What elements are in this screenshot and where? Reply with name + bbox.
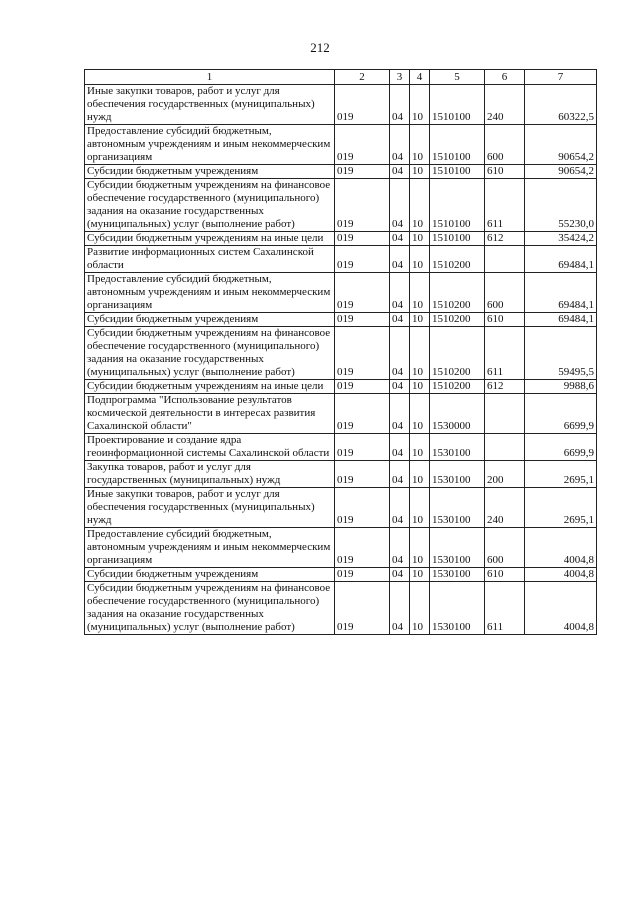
cell-section: 04: [390, 313, 410, 327]
cell-name: Иные закупки товаров, работ и услуг для обеспечения государственных (муниципальных) нужд: [85, 488, 335, 528]
cell-name: Иные закупки товаров, работ и услуг для обеспечения государственных (муниципальных) нужд: [85, 85, 335, 125]
table-row: [85, 165, 597, 179]
cell-subsection: 10: [410, 568, 430, 582]
cell-section: 04: [390, 461, 410, 488]
cell-type: 600: [485, 273, 525, 313]
table-row: [85, 528, 597, 568]
cell-type: 240: [485, 85, 525, 125]
table-row: [85, 434, 597, 461]
header-cell-target: 5: [430, 70, 485, 85]
cell-amount: 59495,5: [525, 327, 597, 380]
cell-name: Предоставление субсидий бюджетным, автономным учреждениям и иным некоммерческим организациям: [85, 528, 335, 568]
cell-target: 1530100: [430, 488, 485, 528]
cell-name: Субсидии бюджетным учреждениям на финансовое обеспечение государственного (муниципального) задания на оказание государственных (муниципальных) услуг (выполнение работ): [85, 179, 335, 232]
table-row: [85, 273, 597, 313]
table-row: [85, 246, 597, 273]
cell-name: Предоставление субсидий бюджетным, автономным учреждениям и иным некоммерческим организациям: [85, 125, 335, 165]
cell-type: 610: [485, 313, 525, 327]
cell-name: Подпрограмма "Использование результатов космической деятельности в интересах развития Сахалинской области": [85, 394, 335, 434]
cell-amount: 4004,8: [525, 568, 597, 582]
cell-name: Развитие информационных систем Сахалинской области: [85, 246, 335, 273]
cell-type: 240: [485, 488, 525, 528]
cell-target: 1510200: [430, 313, 485, 327]
cell-subsection: 10: [410, 313, 430, 327]
cell-target: 1510100: [430, 125, 485, 165]
cell-subsection: 10: [410, 582, 430, 635]
table-row: [85, 232, 597, 246]
cell-target: 1510200: [430, 380, 485, 394]
cell-target: 1530100: [430, 528, 485, 568]
cell-ministry: 019: [335, 568, 390, 582]
table-row: [85, 461, 597, 488]
cell-section: 04: [390, 165, 410, 179]
cell-amount: 55230,0: [525, 179, 597, 232]
table-row: [85, 327, 597, 380]
cell-section: 04: [390, 246, 410, 273]
table-row: [85, 380, 597, 394]
cell-amount: 4004,8: [525, 528, 597, 568]
cell-ministry: 019: [335, 85, 390, 125]
cell-section: 04: [390, 327, 410, 380]
cell-name: Закупка товаров, работ и услуг для государственных (муниципальных) нужд: [85, 461, 335, 488]
cell-ministry: 019: [335, 327, 390, 380]
cell-section: 04: [390, 85, 410, 125]
cell-ministry: 019: [335, 380, 390, 394]
cell-type: 200: [485, 461, 525, 488]
cell-amount: 69484,1: [525, 246, 597, 273]
cell-ministry: 019: [335, 125, 390, 165]
table-row: [85, 488, 597, 528]
cell-type: 612: [485, 380, 525, 394]
cell-subsection: 10: [410, 434, 430, 461]
cell-amount: 69484,1: [525, 313, 597, 327]
cell-name: Субсидии бюджетным учреждениям: [85, 165, 335, 179]
header-cell-subsection: 4: [410, 70, 430, 85]
cell-type: 610: [485, 165, 525, 179]
cell-ministry: 019: [335, 582, 390, 635]
cell-type: 600: [485, 528, 525, 568]
cell-subsection: 10: [410, 232, 430, 246]
cell-ministry: 019: [335, 179, 390, 232]
cell-target: 1510100: [430, 85, 485, 125]
table-row: [85, 568, 597, 582]
cell-section: 04: [390, 179, 410, 232]
cell-ministry: 019: [335, 313, 390, 327]
cell-target: 1510100: [430, 232, 485, 246]
cell-subsection: 10: [410, 327, 430, 380]
cell-type: [485, 246, 525, 273]
cell-type: [485, 394, 525, 434]
cell-amount: 9988,6: [525, 380, 597, 394]
cell-subsection: 10: [410, 125, 430, 165]
cell-amount: 90654,2: [525, 125, 597, 165]
cell-ministry: 019: [335, 488, 390, 528]
cell-ministry: 019: [335, 165, 390, 179]
cell-name: Субсидии бюджетным учреждениям: [85, 568, 335, 582]
cell-amount: 6699,9: [525, 434, 597, 461]
cell-type: 600: [485, 125, 525, 165]
cell-name: Субсидии бюджетным учреждениям: [85, 313, 335, 327]
cell-ministry: 019: [335, 232, 390, 246]
cell-subsection: 10: [410, 165, 430, 179]
cell-section: 04: [390, 380, 410, 394]
cell-subsection: 10: [410, 179, 430, 232]
cell-type: [485, 434, 525, 461]
table-row: [85, 85, 597, 125]
cell-target: 1510100: [430, 165, 485, 179]
cell-amount: 6699,9: [525, 394, 597, 434]
cell-subsection: 10: [410, 394, 430, 434]
header-cell-amount: 7: [525, 70, 597, 85]
budget-table: [84, 69, 597, 635]
cell-amount: 35424,2: [525, 232, 597, 246]
header-cell-name: 1: [85, 70, 335, 85]
cell-target: 1510200: [430, 246, 485, 273]
table-row: [85, 313, 597, 327]
cell-amount: 90654,2: [525, 165, 597, 179]
cell-target: 1530100: [430, 568, 485, 582]
cell-subsection: 10: [410, 488, 430, 528]
cell-target: 1510200: [430, 327, 485, 380]
table-row: [85, 125, 597, 165]
cell-section: 04: [390, 568, 410, 582]
cell-subsection: 10: [410, 380, 430, 394]
cell-subsection: 10: [410, 528, 430, 568]
cell-target: 1510200: [430, 273, 485, 313]
cell-ministry: 019: [335, 246, 390, 273]
cell-target: 1510100: [430, 179, 485, 232]
page-number: 212: [310, 40, 330, 55]
cell-section: 04: [390, 582, 410, 635]
cell-amount: 2695,1: [525, 461, 597, 488]
cell-ministry: 019: [335, 434, 390, 461]
cell-section: 04: [390, 232, 410, 246]
budget-table-body: [85, 70, 597, 635]
cell-subsection: 10: [410, 273, 430, 313]
cell-name: Проектирование и создание ядра геоинформационной системы Сахалинской области: [85, 434, 335, 461]
cell-target: 1530000: [430, 394, 485, 434]
cell-amount: 2695,1: [525, 488, 597, 528]
cell-type: 612: [485, 232, 525, 246]
cell-section: 04: [390, 273, 410, 313]
cell-name: Субсидии бюджетным учреждениям на финансовое обеспечение государственного (муниципального) задания на оказание государственных (муниципальных) услуг (выполнение работ): [85, 582, 335, 635]
cell-name: Субсидии бюджетным учреждениям на иные цели: [85, 232, 335, 246]
cell-target: 1530100: [430, 582, 485, 635]
cell-name: Субсидии бюджетным учреждениям на иные цели: [85, 380, 335, 394]
cell-subsection: 10: [410, 461, 430, 488]
cell-name: Предоставление субсидий бюджетным, автономным учреждениям и иным некоммерческим организациям: [85, 273, 335, 313]
cell-amount: 4004,8: [525, 582, 597, 635]
cell-target: 1530100: [430, 434, 485, 461]
header-cell-ministry: 2: [335, 70, 390, 85]
cell-section: 04: [390, 488, 410, 528]
cell-subsection: 10: [410, 246, 430, 273]
cell-ministry: 019: [335, 461, 390, 488]
table-header-row: [85, 70, 597, 85]
cell-section: 04: [390, 394, 410, 434]
cell-type: 610: [485, 568, 525, 582]
cell-target: 1530100: [430, 461, 485, 488]
cell-type: 611: [485, 327, 525, 380]
table-row: [85, 394, 597, 434]
cell-type: 611: [485, 582, 525, 635]
cell-section: 04: [390, 125, 410, 165]
cell-section: 04: [390, 528, 410, 568]
cell-ministry: 019: [335, 273, 390, 313]
cell-amount: 60322,5: [525, 85, 597, 125]
cell-section: 04: [390, 434, 410, 461]
cell-ministry: 019: [335, 528, 390, 568]
cell-subsection: 10: [410, 85, 430, 125]
cell-name: Субсидии бюджетным учреждениям на финансовое обеспечение государственного (муниципального) задания на оказание государственных (муниципальных) услуг (выполнение работ): [85, 327, 335, 380]
table-row: [85, 179, 597, 232]
cell-type: 611: [485, 179, 525, 232]
header-cell-section: 3: [390, 70, 410, 85]
table-row: [85, 582, 597, 635]
cell-amount: 69484,1: [525, 273, 597, 313]
cell-ministry: 019: [335, 394, 390, 434]
header-cell-type: 6: [485, 70, 525, 85]
